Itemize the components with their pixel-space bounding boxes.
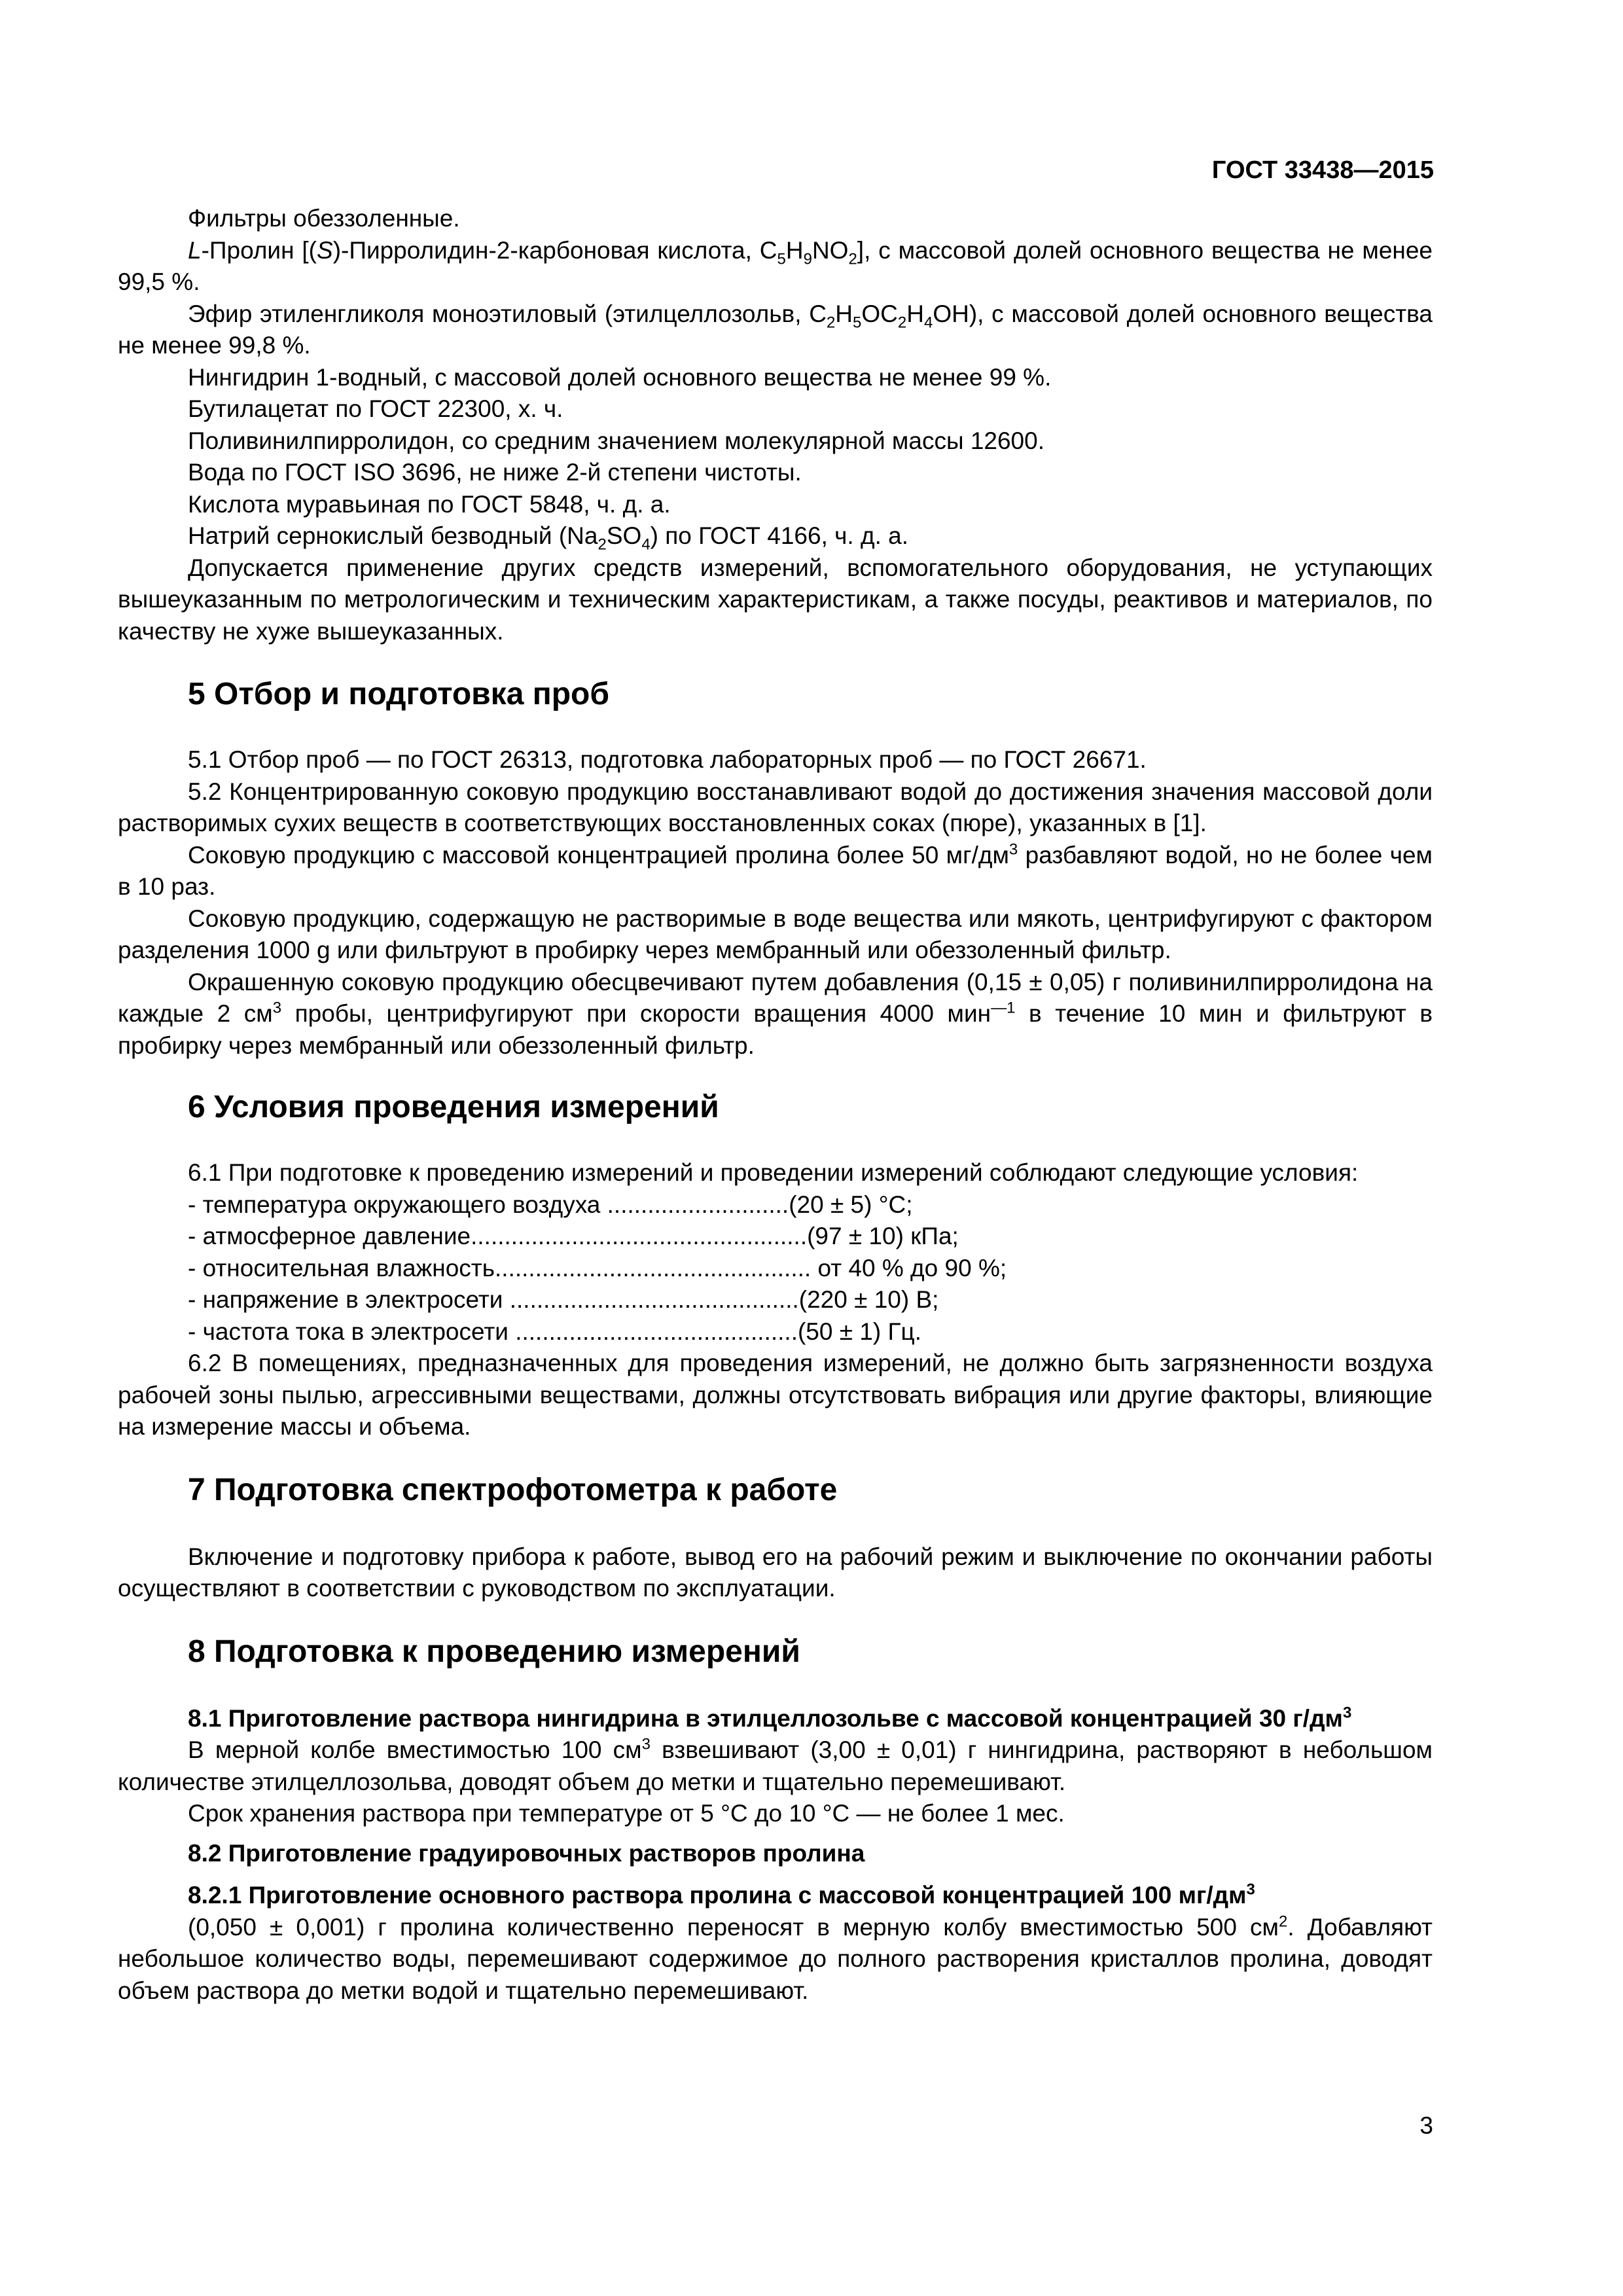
butyl-line: Бутилацетат по ГОСТ 22300, х. ч.	[188, 395, 563, 422]
para-5-1: 5.1 Отбор проб — по ГОСТ 26313, подготовка лабораторных проб — по ГОСТ 26671.	[188, 746, 1147, 773]
para-5-2-decolor: Окрашенную соковую продукцию обесцвечивают путем добавления (0,15 ± 0,05) г поливинилпирролидона на каждые 2 $см^3$ пробы, центрифугируют при скорости вращения 4000 мин$^{—1}$ в течение 10 мин и фильтруют в пробирку через мембранный или обеззоленный фильтр.	[118, 968, 1433, 1059]
para-8-1: В мерной колбе вместимостью 100 $см^3$ взвешивают (3,00 ± 0,01) г нингидрина, растворяют в небольшом количестве этилцеллозольва, доводят объем до метки и тщательно перемешивают.	[118, 1735, 1433, 1795]
para-6-2: 6.2 В помещениях, предназначенных для проведения измерений, не должно быть загрязненности воздуха рабочей зоны пылью, агрессивными веществами, должны отсутствовать вибрация или другие факторы, влияющие на измерение массы и объема.	[118, 1350, 1433, 1440]
pvp-line: Поливинилпирролидон, со средним значением молекулярной массы 12600.	[188, 427, 1044, 454]
filters-line: Фильтры обеззоленные.	[188, 205, 460, 232]
para-5-2-dilution: Соковую продукцию с массовой концентрацией пролина более 50 $мг/дм^3$ разбавляют водой, но не более чем в 10 раз.	[118, 840, 1433, 900]
condition-frequency: - частота тока в электросети ..........................................(50 ± 1) Гц.	[188, 1318, 922, 1345]
section-7-title: 7 Подготовка спектрофотометра к работе	[188, 1472, 838, 1507]
condition-voltage: - напряжение в электросети ...........................................(220 ± 10) В;	[188, 1286, 939, 1313]
condition-pressure: - атмосферное давление..................................................(97 ± 10) кПа;	[188, 1223, 959, 1249]
heading-8-2-1: 8.2.1 Приготовление основного раствора пролина с массовой концентрацией 100 $мг/дм^3$	[188, 1880, 1255, 1909]
heading-8-2: 8.2 Приготовление градуировочных растворов пролина	[188, 1839, 865, 1867]
water-line: Вода по ГОСТ ISO 3696, не ниже 2-й степени чистоты.	[188, 459, 802, 486]
para-5-2: 5.2 Концентрированную соковую продукцию восстанавливают водой до достижения значения массовой доли растворимых сухих веществ в соответствующих восстановленных соках (пюре), указанных в [1].	[118, 778, 1433, 836]
allowed-paragraph: Допускается применение других средств измерений, вспомогательного оборудования, не уступающих вышеуказанным по метрологическим и техническим характеристикам, а также посуды, реактивов и материалов, по качеству не хуже вышеуказанных.	[118, 554, 1433, 645]
para-6-1: 6.1 При подготовке к проведению измерений и проведении измерений соблюдают следующие условия:	[188, 1159, 1359, 1186]
section-8-title: 8 Подготовка к проведению измерений	[188, 1634, 800, 1669]
para-5-2-centrifuge: Соковую продукцию, содержащую не растворимые в воде вещества или мякоть, центрифугируют с фактором разделения 1000 g или фильтруют в пробирку через мембранный или обеззоленный фильтр.	[118, 905, 1433, 963]
para-8-2-1: (0,050 ± 0,001) г пролина количественно переносят в мерную колбу вместимостью 500 $см^2$. Добавляют небольшое количество воды, перемешивают содержимое до полного растворения кристаллов пролина, доводят объем раствора до метки водой и тщательно перемешивают.	[118, 1912, 1433, 2004]
sodium-line: Натрий сернокислый безводный $(Na_2SO_4)$ по ГОСТ 4166, ч. д. а.	[188, 522, 908, 554]
ether-line: Эфир этиленгликоля моноэтиловый (этилцеллозольв, $C_2H_5OC_2H_4OH$), с массовой долей основного вещества не менее 99,8 %.	[118, 300, 1433, 359]
condition-humidity: - относительная влажность............................................... от 40 % до 90 %;	[188, 1254, 1007, 1282]
doc-code-header: ГОСТ 33438—2015	[1211, 156, 1434, 184]
ninhydrin-line: Нингидрин 1-водный, с массовой долей основного вещества не менее 99 %.	[188, 363, 1052, 391]
page-content	[118, 203, 1433, 2007]
para-8-1-storage: Срок хранения раствора при температуре от 5 °С до 10 °С — не более 1 мес.	[188, 1800, 1065, 1827]
condition-temperature: - температура окружающего воздуха ...........................(20 ± 5) °С;	[188, 1191, 913, 1218]
section-5-title: 5 Отбор и подготовка проб	[188, 677, 610, 711]
para-7: Включение и подготовку прибора к работе, вывод его на рабочий режим и выключение по окончании работы осуществляют в соответствии с руководством по эксплуатации.	[118, 1543, 1433, 1602]
section-6-title: 6 Условия проведения измерений	[188, 1090, 719, 1124]
page-number: 3	[1419, 2112, 1433, 2139]
proline-line: L-Пролин [(S)-Пирролидин-2-карбоновая кислота, $C_5H_9NO_2$], с массовой долей основного вещества не менее 99,5 %.	[118, 236, 1433, 295]
heading-8-1: 8.1 Приготовление раствора нингидрина в этилцеллозольве с массовой концентрацией 30 $г/дм^3$	[188, 1704, 1352, 1732]
formic-line: Кислота муравьиная по ГОСТ 5848, ч. д. а.	[188, 490, 671, 518]
